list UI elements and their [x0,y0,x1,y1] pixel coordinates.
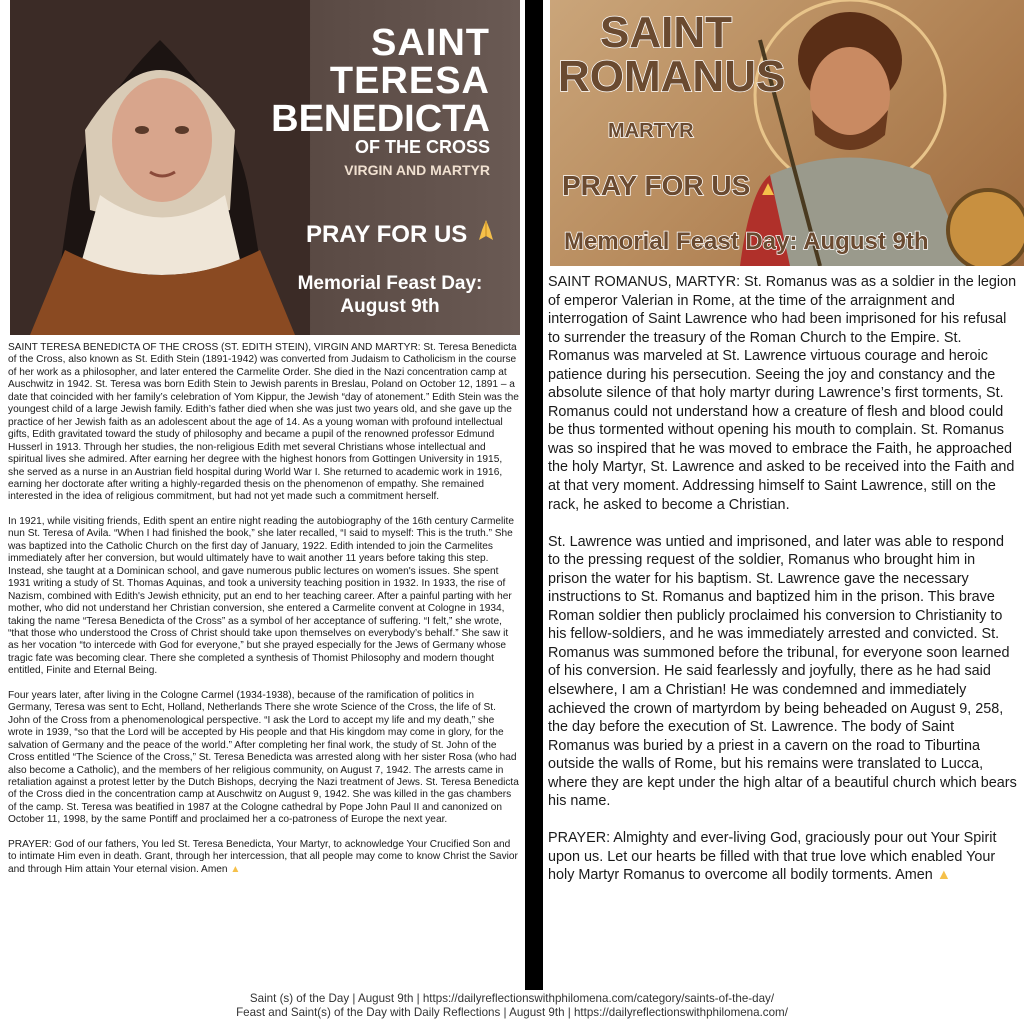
teresa-paragraph-2: In 1921, while visiting friends, Edith spent an entire night reading the autobiography of the 16th century Carmelite nun St. Teresa of Avila. “When I had finished the book,” she later recalled, “I said to myself: This is the truth.” She was baptized into the Catholic Church on the first day of January, 1922. Edith intended to join the Carmelites immediately after her conversion, but would ultimately have to wait another 11 years before taking this step. Instead, she taught at a Dominican school, and gave numerous public lectures on women's issues. She spent 1931 writing a study of St. Thomas Aquinas, and took a university teaching position in 1932. In 1933, the rise of Nazism, combined with Edith's Jewish ethnicity, put an end to her teaching career. After a painful parting with her mother, who did not understand her Christian conversion, she entered a Carmelite convent at Cologne in 1934, taking the name “Teresa Benedicta of the Cross” as a symbol of her acceptance of suffering. “I felt,” she wrote, “that those who understood the Cross of Christ should take upon themselves on everybody’s behalf.” She saw it as her vocation “to intercede with God for everyone,” but she prayed especially for the Jews of Germany whose tragic fate was becoming clear. There she completed a synthesis of Thomist Philosophy and modern thought entitled, Finite and Eternal Being. [8,515,514,677]
footer-links [0,992,1024,1020]
teresa-pray-for-us [306,218,498,249]
teresa-prayer-text: PRAYER: God of our fathers, You led St. Teresa Benedicta, Your Martyr, to acknowledge Your Crucified Son and to intimate Him even in death. Grant, through her intercession, that all people may come to know Christ the Savior and through Him attain Your eternal vision. Amen [8,838,518,875]
teresa-banner [10,0,520,335]
praying-hands-icon: ▲ [758,178,778,200]
teresa-paragraph-1: SAINT TERESA BENEDICTA OF THE CROSS (ST. EDITH STEIN), VIRGIN AND MARTYR: St. Teresa Benedicta of the Cross, also known as St. Edith Stein (1891-1942) was converted from Judaism to Catholicism in the course of her work as a philosopher, and later entered the Carmelite Order. She died in the Nazi concentration camp at Auschwitz in 1942. St. Teresa was born Edith Stein to Jewish parents in Breslau, Poland on October 12, 1891 – a date that coincided with her family’s celebration of Yom Kippur, the Jewish “day of atonement.” Edith Stein was the youngest child of a large Jewish family. Edith’s father died when she was just two years old, and she gave up the practice of her Jewish faith as an adolescent about the age of 14. As a young woman with profound intellectual gifts, Edith gravitated toward the study of philosophy and became a pupil of the renowned professor Edmund Husserl in 1913. Through her studies, the non-religious Edith met several Christians whose intellectual and spiritual lives she admired. After earning her degree with the highest honors from Gottingen University in 1915, she served as a nurse in an Austrian field hospital during World War I. She returned to academic work in 1916, earning her doctorate after writing a highly-regarded thesis on the phenomenon of empathy. She remained interested in the idea of religious commitment, but had not yet made such a commitment herself. [8,342,519,503]
romanus-pray-for-us [562,170,778,202]
teresa-paragraph-3: Four years later, after living in the Cologne Carmel (1934-1938), because of the ramification of politics in Germany, Teresa was sent to Echt, Holland, Netherlands There she wrote Science of the Cross, the life of St. John of the Cross from a phenomenological perspective. “I ask the Lord to accept my life and my death,” she wrote in 1939, “so that the Lord will be accepted by His people and that His kingdom may come in glory, for the salvation of Germany and the peace of the world.” After completing her final work, the study of St. John of the Cross entitled “The Science of the Cross,” St. Teresa Benedicta was arrested along with her sister Rosa (who had also become a Catholic), and the members of her religious community, on August 7, 1942. The arrests came in retaliation against a protest letter by the Dutch Bishops, decrying the Nazi treatment of Jews. St. Teresa Benedicta of the Cross died in the concentration camp at Auschwitz on August 9, 1942. She was killed in the gas chambers of the camp. St. Teresa was beatified in 1987 at the Cologne cathedral by Pope John Paul II and canonized on October 11, 1998, by the same Pontiff and proclaimed her a co-patroness of Europe the next year. [8,689,519,826]
nun-portrait-image [10,0,310,335]
teresa-designation: VIRGIN AND MARTYR [344,162,490,178]
teresa-title-line2: TERESA [329,60,490,102]
romanus-biography [548,273,1018,903]
teresa-feast-line1: Memorial Feast Day: [297,273,483,294]
romanus-feast: Memorial Feast Day: August 9th [564,228,929,255]
teresa-subtitle: OF THE CROSS [354,137,490,157]
teresa-title-line3: BENEDICTA [271,98,490,140]
romanus-prayer [548,829,1018,885]
footer-line-2[interactable]: Feast and Saint(s) of the Day with Daily Reflections | August 9th | https://dailyreflectionswithphilomena.com/ [236,1006,788,1019]
praying-hands-icon [474,218,498,249]
romanus-banner [550,0,1024,266]
teresa-pray-text: PRAY FOR US [305,221,468,248]
praying-hands-icon: ▲ [936,867,951,884]
column-divider [525,0,543,990]
teresa-title-line1: SAINT [371,22,490,64]
teresa-biography [8,342,520,888]
teresa-prayer [8,839,520,876]
romanus-pray-text: PRAY FOR US [562,170,751,201]
romanus-prayer-text: PRAYER: Almighty and ever-living God, graciously pour out Your Spirit upon us. Let our hearts be filled with that true love which enabled Your holy Martyr Romanus to overcome all bodily torments. Amen [548,830,997,884]
romanus-paragraph-2: St. Lawrence was untied and imprisoned, and later was able to respond to the pressing request of the soldier, Romanus who brought him in prison the water for his baptism. St. Lawrence gave the necessary instructions to St. Romanus and baptized him in the prison. This brave Roman soldier then publicly proclaimed his conversion to Christianity to his fellow-soldiers, and he was immediately arrested and convicted. St. Romanus was summoned before the tribunal, for everyone soon learned of his conversion. He said fearlessly and joyfully, there as he had said elsewhere, I am a Christian! He was condemned and immediately achieved the crown of martyrdom by being beheaded on August 9, 258, the day before the execution of St. Lawrence. The body of Saint Romanus was buried by a priest in a cavern on the road to Tiburtina outside the walls of Rome, but his remains were translated to Lucca, where they are kept under the high altar of a beautiful church which bears his name. [548,533,1017,810]
romanus-designation: MARTYR [608,120,694,142]
praying-hands-icon: ▲ [230,863,241,875]
footer-line-1[interactable]: Saint (s) of the Day | August 9th | https://dailyreflectionswithphilomena.com/category/saints-of-the-day/ [249,992,775,1005]
romanus-title-line1: SAINT [600,8,732,57]
romanus-title-line2: ROMANUS [558,52,786,101]
teresa-feast [280,272,500,318]
romanus-portrait-image [720,0,1024,266]
romanus-paragraph-1: SAINT ROMANUS, MARTYR: St. Romanus was as a soldier in the legion of emperor Valerian in Rome, at the time of the arraignment and interrogation of Saint Lawrence who had been imprisoned for his refusal to surrender the treasury of the Roman Church to the Empire. St. Romanus was marveled at St. Lawrence virtuous courage and heroic patience during his persecution. Seeing the joy and constancy and the absolute silence of that holy martyr during Lawrence’s first torments, St. Romanus could not understand how a creature of flesh and blood could be thus tormented without opening his mouth to complain. St. Romanus was so inspired that he was moved to embrace the Faith, he approached the holy Martyr, St. Lawrence and asked to be received into the Faith and at that very moment. Addressing himself to Saint Lawrence, still on the rack, he asked to become a Christian. [548,274,1017,513]
teresa-feast-line2: August 9th [340,296,440,317]
